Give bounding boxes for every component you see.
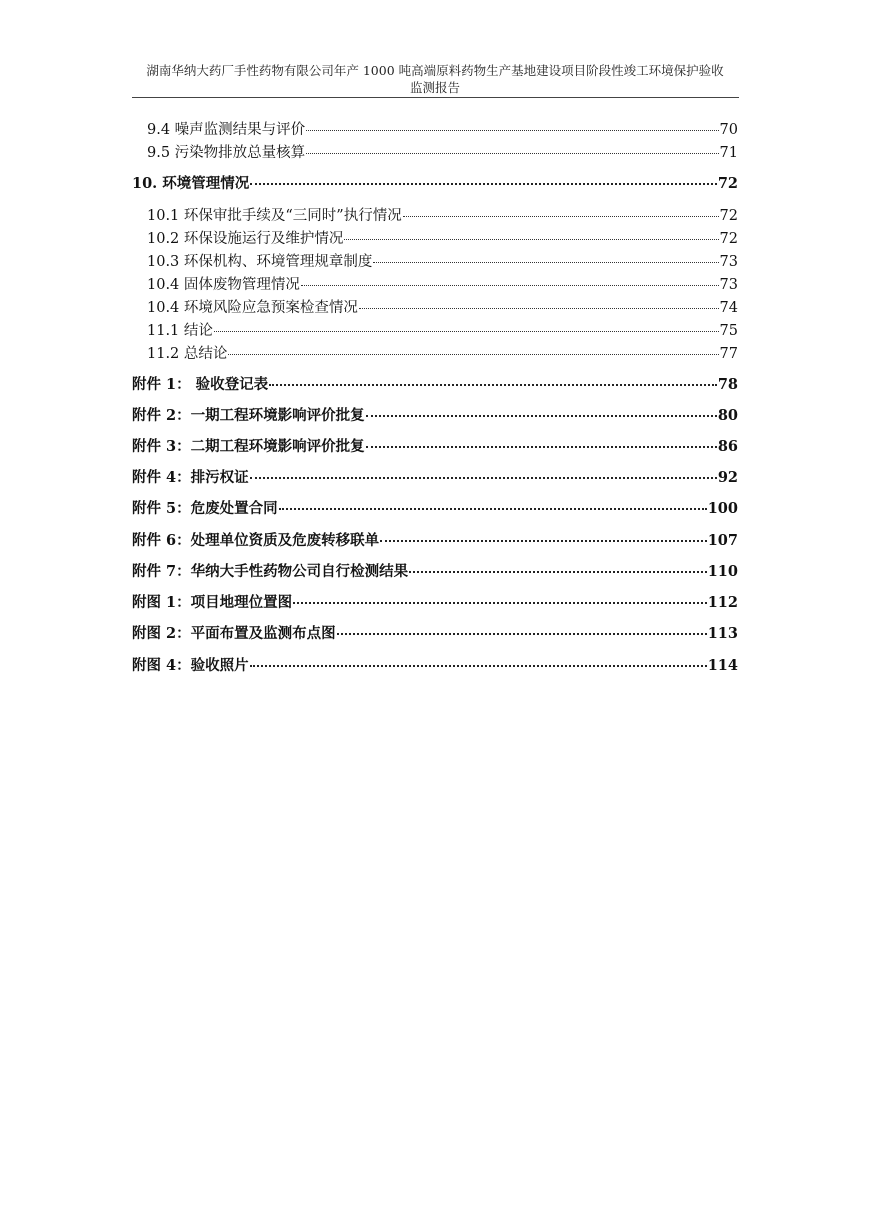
dot-leader [293,602,707,604]
toc-entry-title: 11.1 结论 [147,323,213,339]
toc-entry-figure-4[interactable] [132,656,738,676]
toc-entry-title: 9.5 污染物排放总量核算 [147,145,306,161]
toc-entry-title: 10.3 环保机构、环境管理规章制度 [147,254,373,270]
dot-leader [250,477,717,479]
toc-entry-title: 附图 4：验收照片 [132,657,249,674]
toc-entry-page: 78 [717,376,738,393]
dot-leader [344,239,718,240]
toc-entry-title: 附图 2：平面布置及监测布点图 [132,625,336,642]
toc-entry-title: 10.1 环保审批手续及“三同时”执行情况 [147,208,402,224]
dot-leader [337,633,707,635]
toc-entry-10-4-risk[interactable] [147,298,738,318]
toc-entry-page: 73 [719,254,738,270]
toc-entry-attachment-7[interactable] [132,562,738,582]
toc-entry-page: 77 [719,346,738,362]
toc-entry-page: 110 [707,563,738,580]
toc-entry-11-1[interactable] [147,321,738,341]
toc-entry-10-3[interactable] [147,252,738,272]
toc-entry-title: 10. 环境管理情况 [132,175,250,192]
toc-entry-page: 72 [719,231,738,247]
running-header [132,62,738,96]
toc-entry-9-4[interactable] [147,120,738,140]
toc-entry-10-4-solid-waste[interactable] [147,275,738,295]
toc-entry-page: 112 [707,594,738,611]
header-rule [132,97,739,98]
toc-entry-title: 10.2 环保设施运行及维护情况 [147,231,344,247]
toc-entry-9-5[interactable] [147,143,738,163]
dot-leader [228,354,718,355]
toc-entry-title: 10.4 固体废物管理情况 [147,277,300,293]
toc-entry-title: 11.2 总结论 [147,346,228,362]
dot-leader [380,540,707,542]
dot-leader [269,384,717,386]
toc-entry-page: 114 [707,657,738,674]
toc-entry-page: 100 [707,500,738,517]
toc-entry-title: 附件 1： 验收登记表 [132,376,269,393]
toc-entry-attachment-1[interactable] [132,375,738,395]
toc-entry-page: 107 [707,532,738,549]
toc-entry-attachment-4[interactable] [132,468,738,488]
toc-entry-title: 附件 5：危废处置合同 [132,500,278,517]
dot-leader [301,285,719,286]
toc-entry-attachment-2[interactable] [132,406,738,426]
toc-entry-page: 74 [719,300,738,316]
toc-entry-attachment-6[interactable] [132,531,738,551]
header-line-2: 监测报告 [409,80,460,95]
dot-leader [214,331,719,332]
dot-leader [250,665,707,667]
toc-entry-attachment-3[interactable] [132,437,738,457]
toc-entry-title: 9.4 噪声监测结果与评价 [147,122,306,138]
toc-entry-title: 附件 6：处理单位资质及危废转移联单 [132,532,380,549]
toc-entry-figure-2[interactable] [132,624,738,644]
toc-entry-title: 附件 4：排污权证 [132,469,249,486]
toc-entry-page: 113 [707,625,738,642]
toc-entry-page: 71 [719,145,738,161]
toc-entry-page: 72 [717,175,738,192]
header-line-1: 湖南华纳大药厂手性药物有限公司年产 1000 吨高端原料药物生产基地建设项目阶段性竣工环境保护验收 [146,63,724,78]
toc-entry-page: 75 [719,323,738,339]
toc-entry-title: 附件 7：华纳大手性药物公司自行检测结果 [132,563,409,580]
toc-entry-page: 70 [719,122,738,138]
toc-entry-title: 附图 1：项目地理位置图 [132,594,293,611]
toc-entry-page: 72 [719,208,738,224]
dot-leader [403,216,719,217]
toc-entry-10-2[interactable] [147,229,738,249]
toc-entry-title: 10.4 环境风险应急预案检查情况 [147,300,358,316]
dot-leader [366,415,717,417]
dot-leader [279,508,707,510]
dot-leader [366,446,717,448]
dot-leader [250,183,717,185]
toc-entry-11-2[interactable] [147,344,738,364]
toc-entry-title: 附件 3：二期工程环境影响评价批复 [132,438,365,455]
toc-entry-page: 80 [717,407,738,424]
dot-leader [373,262,718,263]
dot-leader [359,308,719,309]
dot-leader [306,153,718,154]
toc-entry-title: 附件 2：一期工程环境影响评价批复 [132,407,365,424]
toc-entry-figure-1[interactable] [132,593,738,613]
toc-entry-page: 92 [717,469,738,486]
dot-leader [306,130,718,131]
toc-entry-10-1[interactable] [147,206,738,226]
toc-entry-attachment-5[interactable] [132,499,738,519]
toc-entry-10[interactable] [132,174,738,194]
toc-entry-page: 86 [717,438,738,455]
dot-leader [409,571,707,573]
toc-entry-page: 73 [719,277,738,293]
